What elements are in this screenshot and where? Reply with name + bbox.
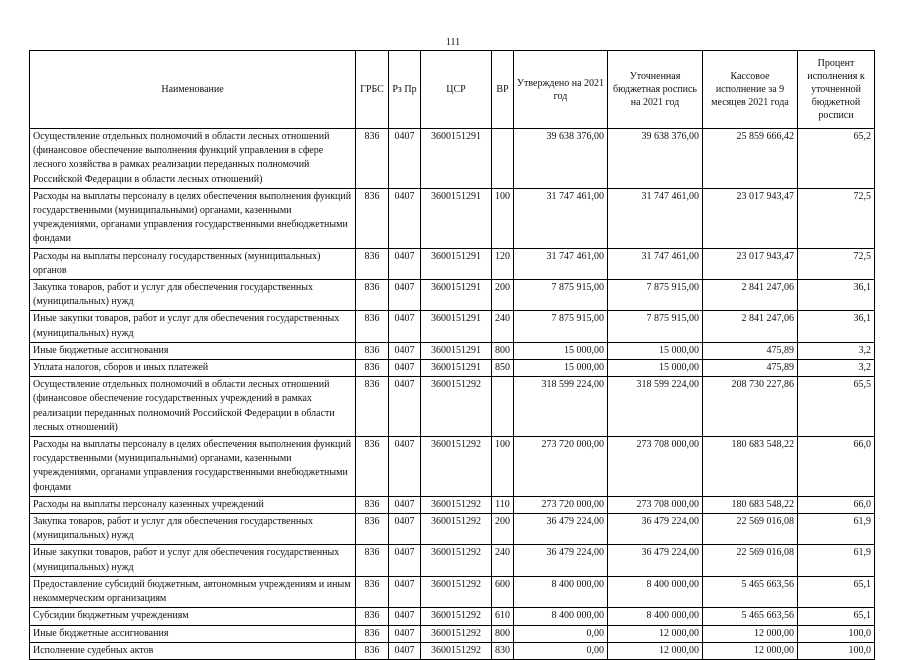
row-grbs-cell: 836 [356, 496, 389, 513]
table-row [30, 280, 875, 311]
row-name-cell: Расходы на выплаты персоналу казенных учреждений [30, 496, 356, 513]
row-grbs-cell: 836 [356, 576, 389, 607]
row-percent-cell: 65,5 [798, 377, 875, 437]
row-grbs-cell: 836 [356, 545, 389, 576]
row-cash-cell: 12 000,00 [703, 625, 798, 642]
row-vr-cell: 200 [492, 280, 514, 311]
row-refined-cell: 36 479 224,00 [608, 545, 703, 576]
row-csr-cell: 3600151292 [421, 625, 492, 642]
table-row [30, 514, 875, 545]
row-vr-cell: 600 [492, 576, 514, 607]
row-refined-cell: 7 875 915,00 [608, 280, 703, 311]
row-refined-cell: 15 000,00 [608, 360, 703, 377]
table-row [30, 496, 875, 513]
header-vr: ВР [492, 51, 514, 129]
row-grbs-cell: 836 [356, 642, 389, 659]
row-refined-cell: 36 479 224,00 [608, 514, 703, 545]
row-percent-cell: 100,0 [798, 625, 875, 642]
row-refined-cell: 31 747 461,00 [608, 188, 703, 248]
row-cash-cell: 23 017 943,47 [703, 188, 798, 248]
row-rzpr-cell: 0407 [389, 437, 421, 497]
row-rzpr-cell: 0407 [389, 342, 421, 359]
row-refined-cell: 15 000,00 [608, 342, 703, 359]
row-rzpr-cell: 0407 [389, 625, 421, 642]
row-rzpr-cell: 0407 [389, 642, 421, 659]
row-csr-cell: 3600151292 [421, 545, 492, 576]
row-grbs-cell: 836 [356, 188, 389, 248]
row-refined-cell: 8 400 000,00 [608, 608, 703, 625]
row-rzpr-cell: 0407 [389, 608, 421, 625]
row-approved-cell: 318 599 224,00 [514, 377, 608, 437]
row-name-cell: Исполнение судебных актов [30, 642, 356, 659]
row-rzpr-cell: 0407 [389, 576, 421, 607]
row-percent-cell: 66,0 [798, 437, 875, 497]
row-name-cell: Закупка товаров, работ и услуг для обеспечения государственных (муниципальных) нужд [30, 514, 356, 545]
table-body [30, 129, 875, 660]
row-percent-cell: 65,1 [798, 608, 875, 625]
row-cash-cell: 5 465 663,56 [703, 608, 798, 625]
table-row [30, 608, 875, 625]
row-cash-cell: 180 683 548,22 [703, 496, 798, 513]
row-grbs-cell: 836 [356, 129, 389, 189]
table-row [30, 576, 875, 607]
table-row [30, 377, 875, 437]
row-approved-cell: 7 875 915,00 [514, 280, 608, 311]
table-row [30, 129, 875, 189]
row-cash-cell: 12 000,00 [703, 642, 798, 659]
row-percent-cell: 100,0 [798, 642, 875, 659]
row-approved-cell: 273 720 000,00 [514, 437, 608, 497]
row-name-cell: Уплата налогов, сборов и иных платежей [30, 360, 356, 377]
row-rzpr-cell: 0407 [389, 496, 421, 513]
row-csr-cell: 3600151291 [421, 360, 492, 377]
row-refined-cell: 7 875 915,00 [608, 311, 703, 342]
row-refined-cell: 12 000,00 [608, 642, 703, 659]
row-refined-cell: 12 000,00 [608, 625, 703, 642]
row-approved-cell: 273 720 000,00 [514, 496, 608, 513]
row-approved-cell: 15 000,00 [514, 342, 608, 359]
row-name-cell: Предоставление субсидий бюджетным, автономным учреждениям и иным некоммерческим организациям [30, 576, 356, 607]
table-row [30, 188, 875, 248]
row-rzpr-cell: 0407 [389, 248, 421, 279]
row-percent-cell: 36,1 [798, 280, 875, 311]
table-row [30, 360, 875, 377]
row-approved-cell: 8 400 000,00 [514, 576, 608, 607]
row-name-cell: Иные бюджетные ассигнования [30, 342, 356, 359]
row-percent-cell: 72,5 [798, 188, 875, 248]
budget-table [29, 50, 875, 660]
row-csr-cell: 3600151292 [421, 642, 492, 659]
row-csr-cell: 3600151291 [421, 280, 492, 311]
header-grbs: ГРБС [356, 51, 389, 129]
row-rzpr-cell: 0407 [389, 129, 421, 189]
row-vr-cell: 240 [492, 311, 514, 342]
header-csr: ЦСР [421, 51, 492, 129]
row-vr-cell: 800 [492, 625, 514, 642]
row-name-cell: Иные закупки товаров, работ и услуг для обеспечения государственных (муниципальных) нужд [30, 311, 356, 342]
row-name-cell: Осуществление отдельных полномочий в области лесных отношений (финансовое обеспечение выполнения функций управления в сфере лесного хозяйства в рамках реализации переданных полномочий Российской Федерации в области лесных отношений) [30, 129, 356, 189]
row-cash-cell: 475,89 [703, 342, 798, 359]
row-vr-cell [492, 377, 514, 437]
row-approved-cell: 36 479 224,00 [514, 514, 608, 545]
row-csr-cell: 3600151292 [421, 576, 492, 607]
row-refined-cell: 273 708 000,00 [608, 437, 703, 497]
row-vr-cell: 800 [492, 342, 514, 359]
row-percent-cell: 36,1 [798, 311, 875, 342]
row-approved-cell: 8 400 000,00 [514, 608, 608, 625]
row-refined-cell: 31 747 461,00 [608, 248, 703, 279]
row-refined-cell: 8 400 000,00 [608, 576, 703, 607]
row-csr-cell: 3600151292 [421, 496, 492, 513]
row-rzpr-cell: 0407 [389, 514, 421, 545]
row-cash-cell: 22 569 016,08 [703, 545, 798, 576]
row-grbs-cell: 836 [356, 360, 389, 377]
row-csr-cell: 3600151292 [421, 437, 492, 497]
row-rzpr-cell: 0407 [389, 311, 421, 342]
row-vr-cell: 100 [492, 188, 514, 248]
row-approved-cell: 31 747 461,00 [514, 188, 608, 248]
row-name-cell: Субсидии бюджетным учреждениям [30, 608, 356, 625]
row-name-cell: Осуществление отдельных полномочий в области лесных отношений (финансовое обеспечение государственных учреждений в рамках реализации переданных полномочий Российской Федерации в области лесных отношений) [30, 377, 356, 437]
row-name-cell: Расходы на выплаты персоналу в целях обеспечения выполнения функций государственными (муниципальными) органами, казенными учреждениями, органами управления государственными внебюджетными фондами [30, 437, 356, 497]
row-refined-cell: 273 708 000,00 [608, 496, 703, 513]
row-percent-cell: 65,1 [798, 576, 875, 607]
table-header-row [30, 51, 875, 129]
page-number: 111 [445, 37, 461, 48]
table-row [30, 342, 875, 359]
row-percent-cell: 3,2 [798, 342, 875, 359]
row-rzpr-cell: 0407 [389, 545, 421, 576]
row-csr-cell: 3600151292 [421, 377, 492, 437]
row-vr-cell: 200 [492, 514, 514, 545]
row-cash-cell: 5 465 663,56 [703, 576, 798, 607]
row-cash-cell: 2 841 247,06 [703, 280, 798, 311]
row-rzpr-cell: 0407 [389, 280, 421, 311]
row-percent-cell: 61,9 [798, 545, 875, 576]
table-row [30, 437, 875, 497]
row-vr-cell: 830 [492, 642, 514, 659]
row-vr-cell: 850 [492, 360, 514, 377]
row-cash-cell: 475,89 [703, 360, 798, 377]
row-approved-cell: 39 638 376,00 [514, 129, 608, 189]
row-grbs-cell: 836 [356, 437, 389, 497]
row-grbs-cell: 836 [356, 608, 389, 625]
header-approved: Утверждено на 2021 год [514, 51, 608, 129]
row-approved-cell: 0,00 [514, 625, 608, 642]
row-percent-cell: 66,0 [798, 496, 875, 513]
row-rzpr-cell: 0407 [389, 377, 421, 437]
row-percent-cell: 3,2 [798, 360, 875, 377]
row-cash-cell: 2 841 247,06 [703, 311, 798, 342]
row-grbs-cell: 836 [356, 625, 389, 642]
row-csr-cell: 3600151292 [421, 608, 492, 625]
row-cash-cell: 208 730 227,86 [703, 377, 798, 437]
row-csr-cell: 3600151291 [421, 129, 492, 189]
header-percent: Процент исполнения к уточненной бюджетной росписи [798, 51, 875, 129]
row-grbs-cell: 836 [356, 514, 389, 545]
row-csr-cell: 3600151291 [421, 248, 492, 279]
row-refined-cell: 39 638 376,00 [608, 129, 703, 189]
header-name: Наименование [30, 51, 356, 129]
row-approved-cell: 0,00 [514, 642, 608, 659]
row-cash-cell: 22 569 016,08 [703, 514, 798, 545]
table-row [30, 248, 875, 279]
row-cash-cell: 25 859 666,42 [703, 129, 798, 189]
row-vr-cell [492, 129, 514, 189]
table-row [30, 545, 875, 576]
header-cash: Кассовое исполнение за 9 месяцев 2021 года [703, 51, 798, 129]
row-approved-cell: 15 000,00 [514, 360, 608, 377]
row-vr-cell: 120 [492, 248, 514, 279]
row-name-cell: Закупка товаров, работ и услуг для обеспечения государственных (муниципальных) нужд [30, 280, 356, 311]
table-row [30, 311, 875, 342]
row-rzpr-cell: 0407 [389, 188, 421, 248]
row-csr-cell: 3600151291 [421, 188, 492, 248]
row-cash-cell: 180 683 548,22 [703, 437, 798, 497]
row-grbs-cell: 836 [356, 311, 389, 342]
row-vr-cell: 240 [492, 545, 514, 576]
row-name-cell: Иные бюджетные ассигнования [30, 625, 356, 642]
header-refined: Уточненная бюджетная роспись на 2021 год [608, 51, 703, 129]
row-csr-cell: 3600151292 [421, 514, 492, 545]
row-percent-cell: 72,5 [798, 248, 875, 279]
row-name-cell: Расходы на выплаты персоналу в целях обеспечения выполнения функций государственными (муниципальными) органами, казенными учреждениями, органами управления государственными внебюджетными фондами [30, 188, 356, 248]
row-rzpr-cell: 0407 [389, 360, 421, 377]
row-vr-cell: 110 [492, 496, 514, 513]
row-vr-cell: 610 [492, 608, 514, 625]
row-grbs-cell: 836 [356, 342, 389, 359]
row-approved-cell: 7 875 915,00 [514, 311, 608, 342]
row-grbs-cell: 836 [356, 248, 389, 279]
row-csr-cell: 3600151291 [421, 342, 492, 359]
row-cash-cell: 23 017 943,47 [703, 248, 798, 279]
row-percent-cell: 65,2 [798, 129, 875, 189]
row-name-cell: Расходы на выплаты персоналу государственных (муниципальных) органов [30, 248, 356, 279]
row-approved-cell: 36 479 224,00 [514, 545, 608, 576]
header-rzpr: Рз Пр [389, 51, 421, 129]
row-vr-cell: 100 [492, 437, 514, 497]
row-grbs-cell: 836 [356, 280, 389, 311]
row-name-cell: Иные закупки товаров, работ и услуг для обеспечения государственных (муниципальных) нужд [30, 545, 356, 576]
row-refined-cell: 318 599 224,00 [608, 377, 703, 437]
row-approved-cell: 31 747 461,00 [514, 248, 608, 279]
row-percent-cell: 61,9 [798, 514, 875, 545]
table-row [30, 642, 875, 659]
row-grbs-cell: 836 [356, 377, 389, 437]
row-csr-cell: 3600151291 [421, 311, 492, 342]
